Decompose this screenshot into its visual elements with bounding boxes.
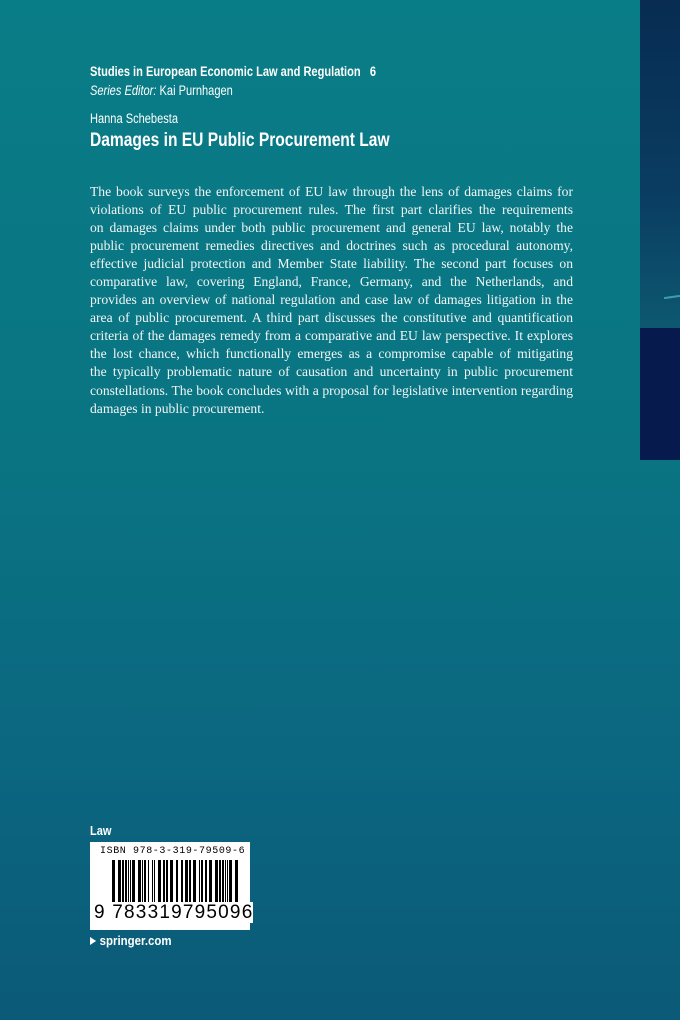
barcode-bar xyxy=(189,860,191,904)
description-line: area of public procurement. A third part discusses the constitutive and quantification xyxy=(90,310,573,326)
barcode-bar xyxy=(166,860,168,904)
barcode-bar xyxy=(122,860,124,904)
description-line: violations of EU public procurement rules. The first part clarifies the requirements xyxy=(90,202,573,218)
springer-link[interactable]: springer.com xyxy=(90,933,172,948)
barcode-bar xyxy=(229,860,232,904)
description-line: damages in public procurement. xyxy=(90,400,265,416)
barcode-bar xyxy=(130,860,131,904)
description-line: constellations. The book concludes with a proposal for legislative intervention regarding xyxy=(90,382,573,398)
book-author: Hanna Schebesta xyxy=(90,111,179,126)
description-line: effective judicial protection and Member State liability. The second part focuses on xyxy=(90,256,573,272)
isbn-barcode xyxy=(90,842,254,930)
barcode-bar xyxy=(225,860,226,904)
barcode-bar xyxy=(154,860,155,904)
isbn-text: ISBN 978-3-319-79509-6 xyxy=(100,846,246,857)
barcode-bar xyxy=(142,860,143,904)
barcode-bar xyxy=(128,860,129,904)
description-line: on damages claims under both public procurement and general EU law, notably the xyxy=(90,220,573,236)
description-line: public procurement remedies directives and doctrines such as procedural autonomy, xyxy=(90,238,573,254)
series-editor: Series Editor: Kai Purnhagen xyxy=(90,83,233,98)
barcode-bar xyxy=(144,860,146,904)
barcode-bar xyxy=(148,860,149,904)
book-description xyxy=(90,183,573,418)
spine-strip xyxy=(640,0,680,328)
barcode-bar xyxy=(215,860,218,904)
description-line: the typically problematic nature of causation and uncertainty in public procurement xyxy=(90,364,573,380)
description-line: The book surveys the enforcement of EU law through the lens of damages claims for xyxy=(90,184,573,199)
barcode-bar xyxy=(222,860,224,904)
description-line: the lost chance, which functionally emerges as a compromise capable of mitigating xyxy=(90,346,573,362)
description-line: provides an overview of national regulation and case law of damages litigation in the xyxy=(90,292,573,308)
barcode-bar xyxy=(138,860,141,904)
barcode-bar xyxy=(205,860,207,904)
barcode-bar xyxy=(158,860,161,904)
barcode-bar xyxy=(132,860,135,904)
description-line: criteria of the damages remedy from a comparative and EU law perspective. It explores xyxy=(90,328,573,344)
barcode-bar xyxy=(193,860,196,904)
play-arrow-icon xyxy=(90,937,96,945)
barcode-bar xyxy=(163,860,165,904)
barcode-bar xyxy=(170,860,173,904)
series-title: Studies in European Economic Law and Regulation 6 xyxy=(90,64,377,79)
description-line: comparative law, covering England, France, Germany, and the Netherlands, and xyxy=(90,274,573,290)
barcode-bar xyxy=(209,860,212,904)
barcode-bar xyxy=(185,860,188,904)
book-title: Damages in EU Public Procurement Law xyxy=(90,130,390,151)
barcode-bar xyxy=(201,860,203,904)
subject-label: Law xyxy=(90,823,112,838)
barcode-bar xyxy=(152,860,153,904)
barcode-bar xyxy=(181,860,183,904)
barcode-bar xyxy=(125,860,127,904)
barcode-bar xyxy=(219,860,221,904)
barcode-bar xyxy=(199,860,200,904)
ean-digits: 9 783319795096 xyxy=(94,902,254,923)
series-volume: 6 xyxy=(369,64,377,79)
barcode-bar xyxy=(227,860,228,904)
spine-navy-block xyxy=(640,328,680,460)
barcode-bar xyxy=(118,860,121,904)
